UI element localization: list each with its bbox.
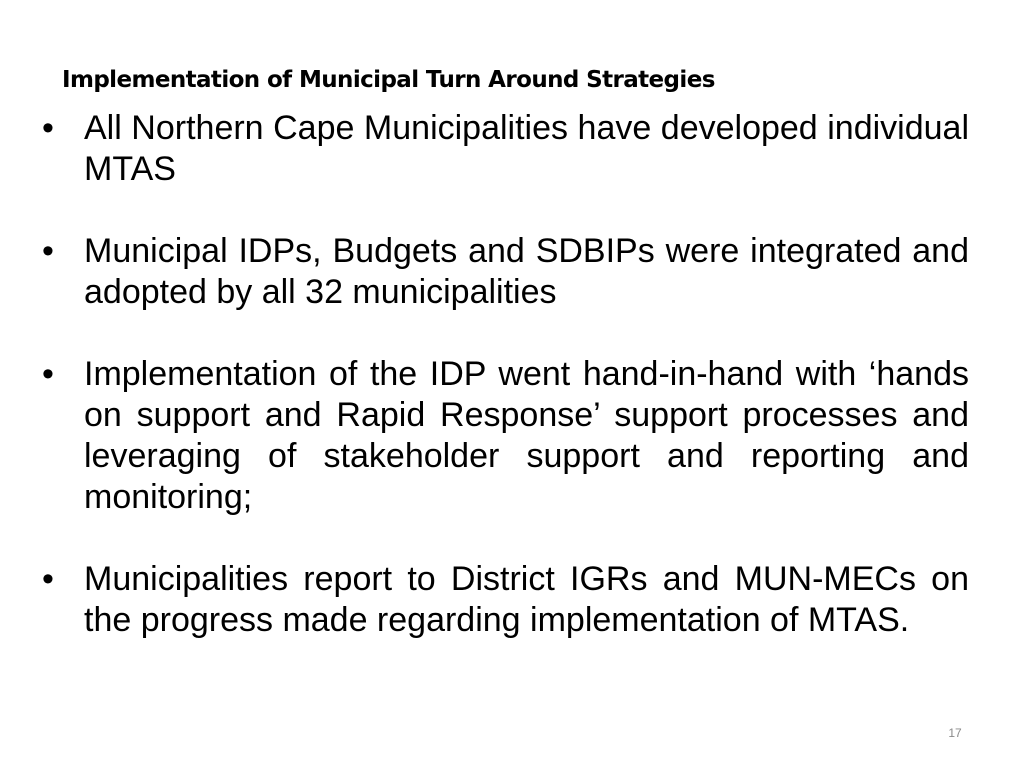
bullet-item: [42, 108, 969, 190]
bullet-text: Implementation of the IDP went hand-in-hand with ‘hands on support and Rapid Response’ support processes and leveraging of stakeholder support and reporting and monitoring;: [84, 355, 969, 516]
bullet-item: [42, 559, 969, 641]
bullet-text: All Northern Cape Municipalities have developed individual MTAS: [84, 109, 969, 188]
bullet-dot-icon: •: [42, 109, 54, 147]
bullet-text: Municipal IDPs, Budgets and SDBIPs were integrated and adopted by all 32 municipalities: [84, 232, 969, 311]
bullet-dot-icon: •: [42, 560, 54, 598]
bullet-list: [42, 108, 969, 641]
slide-title: Implementation of Municipal Turn Around Strategies: [62, 67, 715, 93]
bullet-text: Municipalities report to District IGRs and MUN-MECs on the progress made regarding implementation of MTAS.: [84, 560, 969, 639]
bullet-dot-icon: •: [42, 232, 54, 270]
bullet-item: [42, 231, 969, 313]
page-number: 17: [948, 726, 962, 740]
bullet-item: [42, 354, 969, 518]
bullet-dot-icon: •: [42, 355, 54, 393]
